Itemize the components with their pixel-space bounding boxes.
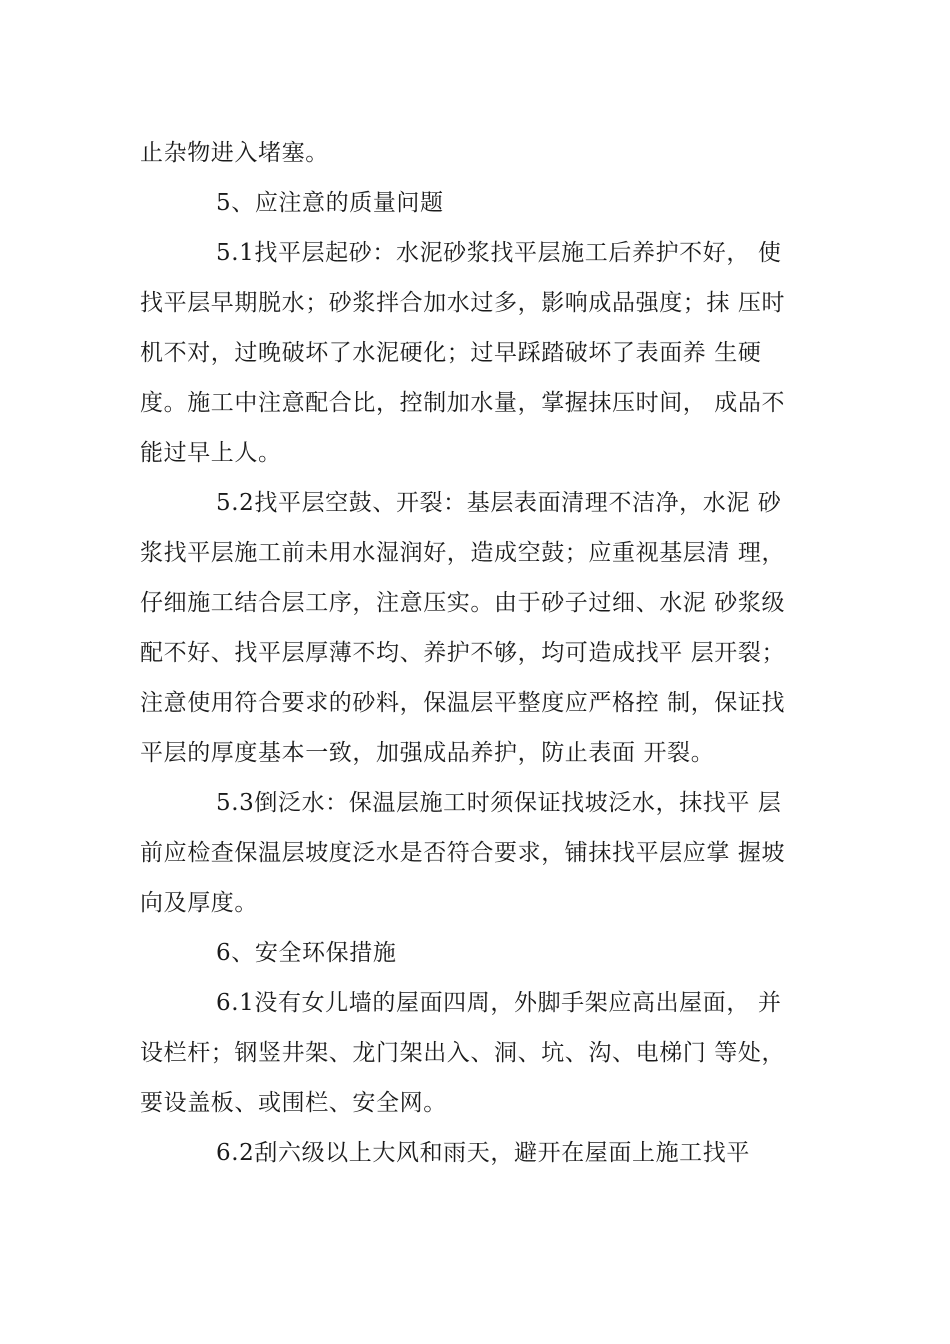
text-line-11: 配不好、找平层厚薄不均、养护不够，均可造成找平 层开裂； [140, 640, 786, 666]
section-heading-6: 6、安全环保措施 [216, 940, 397, 966]
text-line-20: 要设盖板、或围栏、安全网。 [140, 1090, 447, 1116]
text-line-3: 5.1找平层起砂：水泥砂浆找平层施工后养护不好， 使 [216, 240, 782, 266]
text-line-1: 止杂物进入堵塞。 [140, 140, 329, 166]
text-line-15: 前应检查保温层坡度泛水是否符合要求，铺抹找平层应掌 握坡 [140, 840, 786, 866]
text-line-4: 找平层早期脱水；砂浆拌合加水过多，影响成品强度；抹 压时 [140, 290, 786, 316]
section-heading-5: 5、应注意的质量问题 [216, 190, 444, 216]
text-line-14: 5.3倒泛水：保温层施工时须保证找坡泛水，抹找平 层 [216, 790, 782, 816]
text-line-21: 6.2刮六级以上大风和雨天，避开在屋面上施工找平 [216, 1140, 750, 1166]
text-line-9: 浆找平层施工前未用水湿润好，造成空鼓；应重视基层清 理， [140, 540, 786, 566]
text-line-19: 设栏杆；钢竖井架、龙门架出入、洞、坑、沟、电梯门 等处， [140, 1040, 786, 1066]
text-line-8: 5.2找平层空鼓、开裂：基层表面清理不洁净，水泥 砂 [216, 490, 782, 516]
text-line-16: 向及厚度。 [140, 890, 258, 916]
text-line-5: 机不对，过晚破坏了水泥硬化；过早踩踏破坏了表面养 生硬 [140, 340, 762, 366]
text-line-13: 平层的厚度基本一致，加强成品养护，防止表面 开裂。 [140, 740, 715, 766]
text-line-18: 6.1没有女儿墙的屋面四周，外脚手架应高出屋面， 并 [216, 990, 782, 1016]
text-line-10: 仔细施工结合层工序，注意压实。由于砂子过细、水泥 砂浆级 [140, 590, 786, 616]
text-line-6: 度。施工中注意配合比，控制加水量，掌握抹压时间， 成品不 [140, 390, 786, 416]
text-line-12: 注意使用符合要求的砂料，保温层平整度应严格控 制，保证找 [140, 690, 786, 716]
text-line-7: 能过早上人。 [140, 440, 282, 466]
